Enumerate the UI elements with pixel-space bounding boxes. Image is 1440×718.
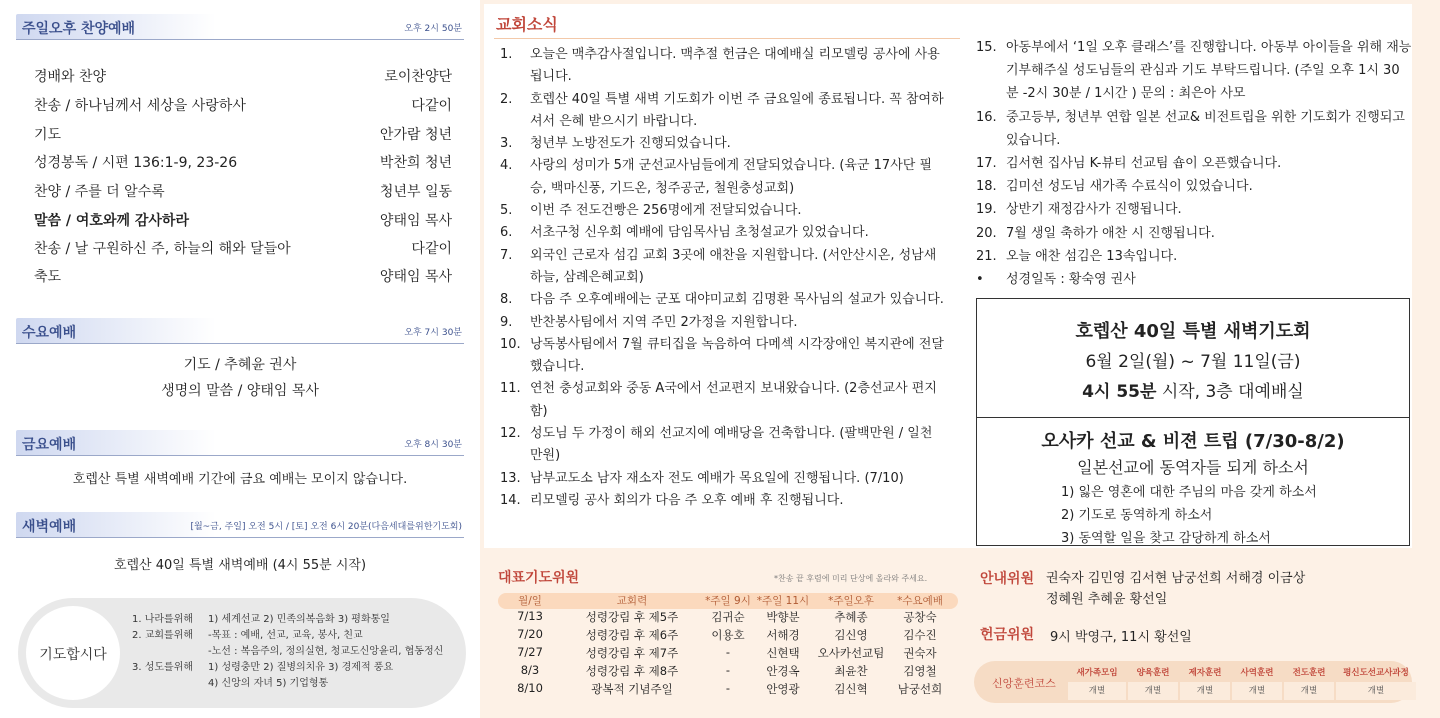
order-leader: 다같이 <box>411 241 452 257</box>
news-number: 5. <box>500 203 513 219</box>
news-item <box>976 152 1412 175</box>
table-header-row <box>498 593 958 609</box>
news-item <box>500 44 944 89</box>
prayer-category: 2. 교회를위해 <box>132 630 194 641</box>
news-number: 13. <box>500 470 521 486</box>
horeb-title: 호렙산 40일 특별 새벽기도회 <box>1075 321 1311 342</box>
prayer-text: 1) 세계선교 2) 민족의복음화 3) 평화통일 <box>208 614 390 625</box>
ushers-names <box>1046 568 1305 610</box>
osaka-point: 1) 잃은 영혼에 대한 주님의 마음 갖게 하소서 <box>1061 485 1317 500</box>
prayer-text: -노선 : 복음주의, 정의실현, 청교도신앙윤리, 협동정신 <box>208 646 444 657</box>
course-name: 전도훈련 <box>1292 668 1326 678</box>
course-value: 개별 <box>1232 682 1282 700</box>
news-text: 이번 주 전도건빵은 256명에게 전달되었습니다. <box>530 203 802 219</box>
table-cell: 김영철 <box>903 664 937 678</box>
order-row <box>34 152 452 172</box>
prayer-label: 기도합시다 <box>39 647 107 663</box>
table-cell: 김신혁 <box>834 682 868 696</box>
table-cell: 안경옥 <box>766 664 800 678</box>
prayer-line <box>132 660 443 676</box>
horeb-dates: 6월 2일(월) ~ 7월 11일(금) <box>1085 352 1301 372</box>
news-text: 성도님 두 가정이 해외 선교지에 예배당을 건축합니다. (팔백만원 / 일천만원) <box>530 426 933 464</box>
training-label: 신앙훈련코스 <box>992 677 1056 690</box>
news-number: 4. <box>500 158 513 174</box>
table-cell: 이용호 <box>711 628 745 642</box>
news-number: 6. <box>500 225 513 241</box>
news-text: 낭독봉사팀에서 7월 큐티집을 녹음하여 다메섹 시각장애인 복지관에 전달했습니다. <box>530 336 944 375</box>
news-text: 다음 주 오후예배에는 군포 대야미교회 김명환 목사님의 설교가 있습니다. <box>530 292 944 308</box>
news-item <box>500 289 944 311</box>
news-text: 반찬봉사팀에서 지역 주민 2가정을 지원합니다. <box>530 314 798 330</box>
order-item: 축도 <box>34 269 62 285</box>
news-item <box>976 36 1412 106</box>
news-number: 12. <box>500 426 521 442</box>
news-number: 19. <box>976 202 997 218</box>
worship-column <box>0 0 478 718</box>
table-cell: 성령강림 후 제7주 <box>585 646 679 660</box>
course-value: 개별 <box>1336 682 1416 700</box>
table-cell: 남궁선희 <box>897 682 943 696</box>
table-header-cell: 교회력 <box>616 595 648 607</box>
table-cell: 성령강림 후 제6주 <box>585 628 679 642</box>
table-row <box>498 663 958 681</box>
table-cell: 박향분 <box>766 610 800 624</box>
news-text: 김미선 성도님 새가족 수료식이 있었습니다. <box>1006 179 1253 195</box>
news-item <box>500 200 944 222</box>
training-courses <box>974 661 1412 703</box>
table-cell: 공창숙 <box>903 610 937 624</box>
order-item: 찬송 / 날 구원하신 주, 하늘의 해와 달들아 <box>34 241 291 257</box>
section-title: 주일오후 찬양예배 <box>22 21 136 37</box>
prayer-reps-title: 대표기도위원 <box>498 570 580 586</box>
prayer-text: -목표 : 예배, 선교, 교육, 봉사, 친교 <box>208 630 363 641</box>
offering-names: 9시 박영구, 11시 황선일 <box>1050 630 1192 645</box>
news-item <box>976 268 1412 291</box>
news-text: 호렙산 40일 특별 새벽 기도회가 이번 주 금요일에 종료됩니다. 꼭 참여하셔서 은혜 받으시기 바랍니다. <box>530 91 944 129</box>
news-text: 상반기 재정감사가 진행됩니다. <box>1006 202 1182 218</box>
box-divider <box>977 417 1409 418</box>
news-number: 3. <box>500 136 513 152</box>
news-text: 성경일독 : 황숙영 권사 <box>1006 272 1136 288</box>
table-cell: - <box>725 663 731 677</box>
order-item: 말씀 / 여호와께 감사하라 <box>34 213 189 229</box>
order-leader: 양태임 목사 <box>379 213 452 229</box>
news-number: • <box>976 272 984 288</box>
dawn-header <box>16 512 464 538</box>
training-course <box>1232 664 1282 700</box>
news-item <box>500 222 944 244</box>
ushers-line-2: 정혜원 추혜윤 황선일 <box>1046 592 1168 607</box>
horeb-time-bold: 4시 55분 <box>1082 382 1157 402</box>
osaka-point: 2) 기도로 동역하게 하소서 <box>1061 508 1213 523</box>
news-text: 리모델링 공사 회의가 다음 주 오후 예배 후 진행됩니다. <box>530 492 844 508</box>
news-item <box>500 245 944 290</box>
news-text: 아동부에서 ‘1일 오후 클래스’를 진행합니다. 아동부 아이들을 위해 재능기부해주실 성도님들의 관심과 기도 부탁드립니다. (주일 오후 1시 30분 -2시 30분 / 1시간 ) 문의 : 최은아 사모 <box>1006 40 1412 102</box>
table-row <box>498 645 958 663</box>
table-header-cell: *주일오후 <box>828 595 874 607</box>
order-leader: 안가람 청년 <box>379 127 452 143</box>
prayer-topics <box>18 598 466 708</box>
order-row <box>34 238 452 258</box>
prayer-line <box>132 628 443 644</box>
news-number: 21. <box>976 248 997 264</box>
table-cell: 추혜종 <box>834 610 868 624</box>
friday-header <box>16 430 464 456</box>
course-name: 새가족모임 <box>1076 668 1118 678</box>
prayer-line <box>132 676 443 692</box>
news-number: 18. <box>976 179 997 195</box>
table-cell: 오사카선교팀 <box>817 646 885 660</box>
prayer-badge <box>26 606 120 700</box>
section-time: [월~금, 주일] 오전 5시 / [토] 오전 6시 20분(다음세대를위한기도회) <box>190 522 462 532</box>
news-item <box>500 155 944 200</box>
order-leader: 청년부 일동 <box>379 184 452 200</box>
wednesday-prayer: 기도 / 추혜윤 권사 <box>183 357 297 373</box>
osaka-subtitle: 일본선교에 동역자들 되게 하소서 <box>1077 458 1309 477</box>
table-cell: 7/20 <box>517 627 543 641</box>
news-title: 교회소식 <box>496 15 558 34</box>
course-name: 제자훈련 <box>1188 668 1222 678</box>
news-item <box>500 334 944 379</box>
news-text: 청년부 노방전도가 진행되었습니다. <box>530 136 731 152</box>
osaka-point: 3) 동역할 일을 찾고 감당하게 하소서 <box>1061 531 1271 546</box>
table-cell: 최윤찬 <box>834 664 868 678</box>
training-course <box>1068 664 1126 700</box>
news-item <box>976 106 1412 152</box>
course-value: 개별 <box>1180 682 1230 700</box>
section-time: 오후 2시 50분 <box>404 24 462 34</box>
news-item <box>976 175 1412 198</box>
order-item: 기도 <box>34 127 62 143</box>
news-item <box>500 312 944 334</box>
order-item: 성경봉독 / 시편 136:1-9, 23-26 <box>34 155 238 171</box>
course-value: 개별 <box>1284 682 1334 700</box>
news-item <box>500 133 944 155</box>
news-number: 2. <box>500 91 513 107</box>
ushers-title: 안내위원 <box>980 571 1035 587</box>
table-cell: 서해경 <box>766 628 800 642</box>
section-time: 오후 8시 30분 <box>404 440 462 450</box>
course-value: 개별 <box>1128 682 1178 700</box>
news-text: 7월 생일 축하가 애찬 시 진행됩니다. <box>1006 225 1215 241</box>
course-name: 양육훈련 <box>1136 668 1170 678</box>
prayer-line <box>132 612 443 628</box>
prayer-reps-table <box>498 593 958 699</box>
news-number: 9. <box>500 314 513 330</box>
training-course <box>1284 664 1334 700</box>
news-number: 10. <box>500 336 521 352</box>
news-item <box>500 490 944 512</box>
news-item <box>976 222 1412 245</box>
news-text: 오늘 애찬 섬김은 13속입니다. <box>1006 248 1178 264</box>
table-header-cell: *주일 9시 <box>705 595 751 607</box>
order-item: 경배와 찬양 <box>34 69 107 85</box>
news-text: 중고등부, 청년부 연합 일본 선교& 비전트립을 위한 기도회가 진행되고 있습니다. <box>1006 109 1405 148</box>
order-row <box>34 210 452 230</box>
wednesday-header <box>16 318 464 344</box>
news-number: 14. <box>500 492 521 508</box>
events-box <box>976 298 1410 546</box>
section-title: 새벽예배 <box>22 519 77 535</box>
news-number: 15. <box>976 40 997 55</box>
news-text: 서초구청 신우회 예배에 담임목사님 초청설교가 있었습니다. <box>530 225 869 241</box>
order-leader: 박찬희 청년 <box>379 155 452 171</box>
course-value: 개별 <box>1068 682 1126 700</box>
table-cell: - <box>725 681 731 695</box>
news-number: 7. <box>500 247 513 263</box>
offering-title: 헌금위원 <box>980 627 1035 643</box>
prayer-line <box>132 644 443 660</box>
table-cell: - <box>725 645 731 659</box>
table-cell: 안영광 <box>766 682 800 696</box>
table-row <box>498 681 958 699</box>
news-text: 연천 충성교회와 중동 A국에서 선교편지 보내왔습니다. (2층선교사 편지함) <box>530 381 937 419</box>
news-text: 외국인 근로자 섬김 교회 3곳에 애찬을 지원합니다. (서안산시온, 성남새하늘, 삼례은혜교회) <box>530 247 937 285</box>
table-row <box>498 627 958 645</box>
news-number: 1. <box>500 47 513 62</box>
prayer-text: 1) 성령충만 2) 질병의치유 3) 경제적 풍요 <box>208 662 394 673</box>
prayer-lines <box>132 612 443 692</box>
news-text: 남부교도소 남자 재소자 전도 예배가 목요일에 진행됩니다. (7/10) <box>530 470 904 486</box>
sunday-pm-header <box>16 14 464 40</box>
news-list <box>500 44 944 512</box>
news-text: 사랑의 성미가 5개 군선교사님들에게 전달되었습니다. (육군 17사단 필승, 백마신풍, 기드온, 청주공군, 철원충성교회) <box>530 158 933 196</box>
course-name: 사역훈련 <box>1240 668 1274 678</box>
table-header-cell: 월/일 <box>518 595 542 607</box>
table-cell: 8/10 <box>517 681 543 695</box>
order-item: 찬양 / 주를 더 알수록 <box>34 184 165 200</box>
order-row <box>34 95 452 115</box>
prayer-text: 4) 신앙의 자녀 5) 기업형통 <box>208 678 329 689</box>
news-number: 11. <box>500 381 521 397</box>
prayer-category: 1. 나라를위해 <box>132 614 194 625</box>
horeb-time <box>977 377 1409 402</box>
table-header-cell: *수요예배 <box>897 595 943 607</box>
news-list-continued <box>976 36 1412 291</box>
table-cell: 8/3 <box>520 663 540 677</box>
training-course <box>1128 664 1178 700</box>
dawn-notice: 호렙산 40일 특별 새벽예배 (4시 55분 시작) <box>113 558 367 573</box>
news-number: 20. <box>976 225 997 241</box>
news-item <box>500 89 944 134</box>
table-cell: 김수진 <box>903 628 937 642</box>
news-number: 16. <box>976 109 997 125</box>
table-cell: 성령강림 후 제8주 <box>585 664 679 678</box>
news-item <box>500 378 944 423</box>
table-cell: 광복적 기념주일 <box>591 682 673 696</box>
order-row <box>34 66 452 86</box>
ushers-line-1: 권숙자 김민영 김서현 남궁선희 서해경 이금상 <box>1046 571 1306 586</box>
course-name: 평신도선교사과정 <box>1343 668 1409 678</box>
news-divider <box>494 38 960 39</box>
prayer-category: 3. 성도를위해 <box>132 662 194 673</box>
section-title: 금요예배 <box>22 437 77 453</box>
news-number: 17. <box>976 156 997 172</box>
news-number: 8. <box>500 292 513 308</box>
news-item <box>976 198 1412 221</box>
table-cell: 7/13 <box>517 609 543 623</box>
news-text: 김서현 집사님 K-뷰티 선교팀 숍이 오픈했습니다. <box>1006 156 1282 172</box>
prayer-reps-note: *찬송 끝 후렴에 미리 단상에 올라와 주세요. <box>774 574 928 583</box>
training-course <box>1336 664 1416 700</box>
section-time: 오후 7시 30분 <box>404 328 462 338</box>
table-cell: 7/27 <box>517 645 543 659</box>
order-leader: 다같이 <box>411 98 452 114</box>
order-row <box>34 266 452 286</box>
order-row <box>34 181 452 201</box>
section-title: 수요예배 <box>22 325 77 341</box>
news-item <box>500 423 944 468</box>
table-cell: 성령강림 후 제5주 <box>585 610 679 624</box>
osaka-points <box>1061 481 1317 550</box>
table-cell: 김신영 <box>834 628 868 642</box>
news-item <box>500 468 944 490</box>
order-row <box>34 124 452 144</box>
news-text: 오늘은 맥추감사절입니다. 맥추절 헌금은 대예배실 리모델링 공사에 사용됩니다. <box>530 47 940 85</box>
wednesday-sermon: 생명의 말씀 / 양태임 목사 <box>161 383 319 399</box>
table-row <box>498 609 958 627</box>
table-cell: 신현택 <box>766 646 800 660</box>
table-cell: 권숙자 <box>903 646 937 660</box>
friday-notice: 호렙산 특별 새벽예배 기간에 금요 예배는 모이지 않습니다. <box>72 472 408 487</box>
table-header-cell: *주일 11시 <box>756 595 810 607</box>
order-leader: 양태임 목사 <box>379 269 452 285</box>
training-course <box>1180 664 1230 700</box>
news-item <box>976 245 1412 268</box>
horeb-time-rest: 시작, 3층 대예배실 <box>1156 382 1304 402</box>
order-item: 찬송 / 하나님께서 세상을 사랑하사 <box>34 98 246 114</box>
osaka-title: 오사카 선교 & 비젼 트립 (7/30-8/2) <box>1041 431 1345 452</box>
order-leader: 로이찬양단 <box>384 69 452 85</box>
table-cell: 김귀순 <box>711 610 745 624</box>
